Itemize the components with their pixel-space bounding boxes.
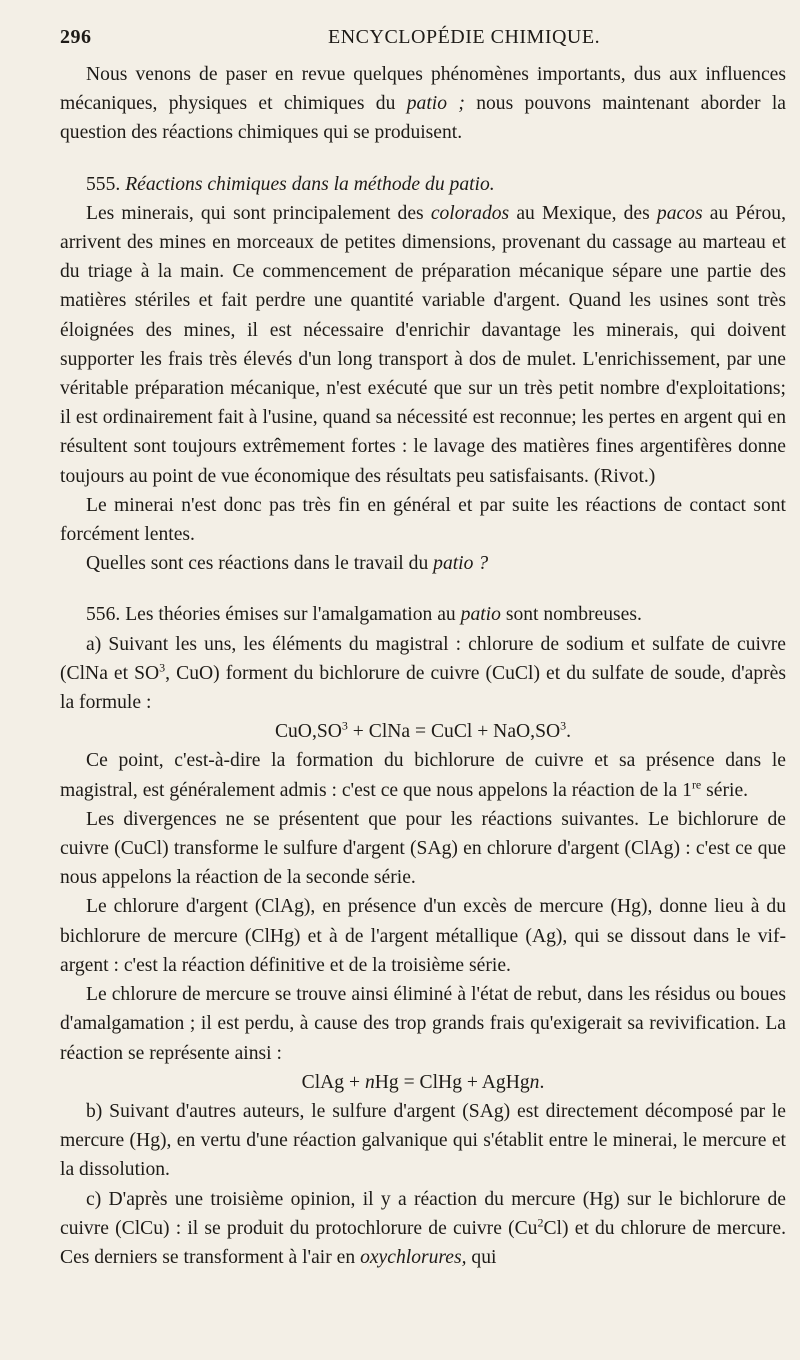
italic-term: patio: [460, 604, 501, 626]
italic-term: patio ;: [406, 93, 465, 115]
page-header: [60, 26, 780, 56]
section-556-heading: [60, 600, 786, 629]
text-span: Quelles sont ces réactions dans le travail du: [86, 553, 434, 575]
italic-term: colorados: [430, 202, 510, 224]
text-span: Nous venons de paser en revue quelques phénomènes importants, dus aux influences mécaniques, physiques et chimiques du: [60, 64, 786, 115]
paragraph-intro: [60, 60, 786, 148]
text-span: , CuO) forment du bichlorure de cuivre (CuCl) et du sulfate de soude, d'après la formule :: [60, 662, 786, 714]
text-span: série.: [701, 779, 749, 801]
paragraph-a: [60, 630, 786, 718]
formula-part: + ClNa = CuCl + NaO,SO: [347, 721, 561, 743]
running-title: ENCYCLOPÉDIE CHIMIQUE.: [328, 26, 601, 48]
formula-1: [60, 717, 786, 746]
formula-part: ClAg +: [301, 1071, 365, 1093]
formula-part: CuO,SO: [274, 721, 342, 743]
formula-part: .: [539, 1071, 545, 1093]
section-555-heading: [60, 170, 786, 199]
superscript: 3: [560, 718, 567, 733]
paragraph-divergences: Les divergences ne se présentent que pour les réactions suivantes. Le bichlorure de cuivre (CuCl) transforme le sulfure d'argent (SAg) en chlorure d'argent (ClAg) : c'est ce que nous appelons la réaction de la seconde série.: [60, 808, 786, 889]
italic-term: oxychlorures,: [360, 1246, 467, 1268]
text-span: nous pouvons maintenant aborder la question des réactions chimiques qui se produisent.: [60, 93, 786, 144]
text-span: Ce point, c'est-à-dire la formation du bichlorure de cuivre et sa présence dans le magistral, est généralement admis : c'est ce que nous appelons la réaction de la 1: [60, 750, 786, 801]
paragraph-fin: Le minerai n'est donc pas très fin en général et par suite les réactions de contact sont forcément lentes.: [60, 494, 786, 546]
text-span: 556. Les théories émises sur l'amalgamation au: [86, 604, 461, 626]
text-span: Cl) et du chlorure de mercure. Ces derniers se transforment à l'air en: [60, 1217, 786, 1268]
text-span: Les minerais, qui sont principalement des: [86, 202, 431, 224]
italic-term: n: [529, 1071, 540, 1093]
text-span: qui: [466, 1246, 497, 1268]
paragraph-minerais: [60, 199, 786, 491]
italic-term: patio ?: [433, 553, 489, 575]
italic-term: pacos: [656, 202, 703, 224]
paragraph-elimine: Le chlorure de mercure se trouve ainsi éliminé à l'état de rebut, dans les résidus ou boues d'amalgamation ; il est perdu, à cause des trop grands frais qu'exigerait sa revivification. La réaction se représente ainsi :: [60, 984, 786, 1064]
text-span: au Mexique, des: [509, 202, 657, 224]
paragraph-c: [60, 1185, 786, 1273]
superscript: 2: [537, 1215, 544, 1230]
paragraph-point: [60, 746, 786, 804]
paragraph-chlorure: Le chlorure d'argent (ClAg), en présence d'un excès de mercure (Hg), donne lieu à du bichlorure de mercure (ClHg) et à de l'argent métallique (Ag), qui se dissout dans le vif-argent : c'est la réaction définitive et de la troisième série.: [60, 896, 786, 976]
superscript: 3: [159, 660, 166, 675]
paragraph-b: b) Suivant d'autres auteurs, le sulfure d'argent (SAg) est directement décomposé par le mercure (Hg), en vertu d'une réaction galvanique qui s'établit entre le minerai, le mercure et la dissolution.: [60, 1100, 786, 1181]
paragraph-question: [60, 549, 786, 578]
text-span: sont nombreuses.: [500, 604, 642, 626]
page-body: [60, 60, 786, 1272]
section-number: 555.: [86, 173, 126, 195]
text-span: a) Suivant les uns, les éléments du magistral : chlorure de sodium et sulfate de cuivre (ClNa et SO: [60, 633, 786, 684]
text-span: c) D'après une troisième opinion, il y a réaction du mercure (Hg) sur le bichlorure de cuivre (ClCu) : il se produit du protochlorure de cuivre (Cu: [60, 1188, 786, 1239]
superscript: re: [691, 777, 702, 792]
formula-part: Hg = ClHg + AgHg: [374, 1071, 530, 1093]
section-title: Réactions chimiques dans la méthode du patio.: [125, 173, 495, 195]
page-number: 296: [60, 26, 92, 48]
formula-2: [60, 1068, 786, 1097]
formula-part: .: [566, 721, 572, 743]
superscript: 3: [341, 718, 348, 733]
text-span: au Pérou, arrivent des mines en morceaux de petites dimensions, provenant du cassage au marteau et du triage à la main. Ce commencement de préparation mécanique sépare une partie des matières stériles et fait perdre une quantité variable d'argent. Quand les usines sont très éloignées des mines, il est nécessaire d'enrichir davantage les minerais, qui doivent supporter les frais très élevés d'un long transport à dos de mulet. L'enrichissement, par une véritable préparation mécanique, n'est exécuté que sur un très petit nombre d'exploitations; il est ordinairement fait à l'usine, quand sa nécessité est reconnue; les pertes en argent qui en résultent sont toujours extrêmement fortes : le lavage des matières fines argentifères donne toujours au point de vue économique des résultats peu satisfaisants. (Rivot.): [60, 202, 786, 487]
italic-term: n: [364, 1071, 375, 1093]
